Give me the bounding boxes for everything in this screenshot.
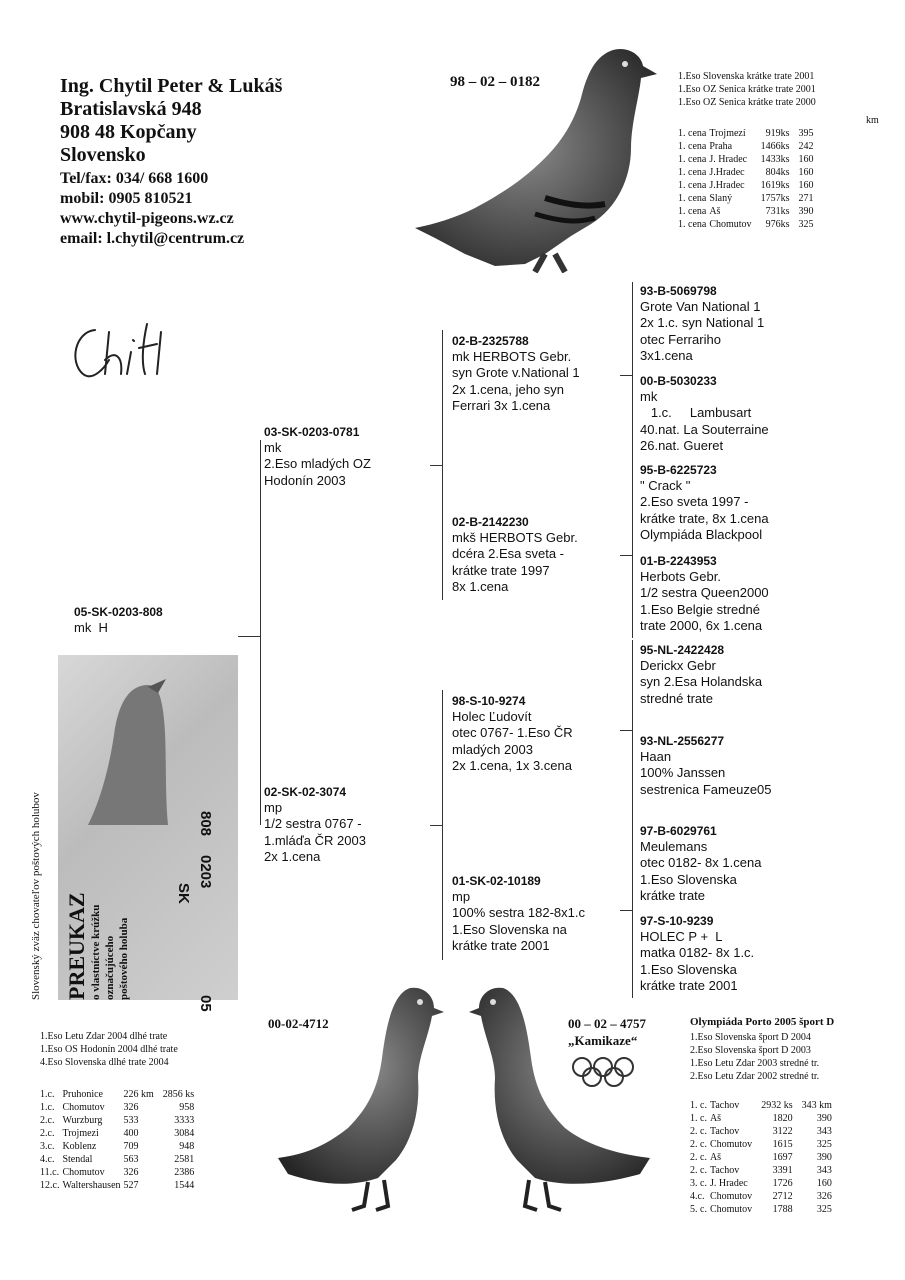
- pedigree-line: 2x 1.cena, jeho syn: [452, 381, 565, 397]
- granddam-results-table: [690, 1099, 835, 1216]
- pedigree-line: krátke trate 2001: [640, 977, 738, 993]
- result-km: 390: [816, 1152, 832, 1163]
- bracket-line: [430, 465, 442, 466]
- pedigree-line: 1.Eso Belgie stredné: [640, 601, 760, 617]
- pedigree-line: 100% Janssen: [640, 765, 726, 781]
- result-place: 11.c.: [40, 1167, 60, 1178]
- pedigree-line: otec 0767- 1.Eso ČR: [452, 725, 573, 741]
- pedigree-line: Ferrari 3x 1.cena: [452, 397, 551, 413]
- pedigree-line: mk: [264, 440, 282, 456]
- bracket-line: [620, 555, 632, 556]
- pedigree-line: Herbots Gebr.: [640, 569, 721, 585]
- result-km: 395: [798, 128, 814, 139]
- pedigree-line: 2.Eso sveta 1997 -: [640, 494, 749, 510]
- pedigree-line: 1/2 sestra Queen2000: [640, 585, 769, 601]
- pedigree-line: mkš HERBOTS Gebr.: [452, 530, 578, 546]
- pigeon-left-icon: [268, 978, 448, 1218]
- ring-number: 05-SK-0203-808: [74, 605, 163, 619]
- pedigree-dss: [640, 642, 762, 707]
- bracket-line: [632, 640, 633, 820]
- father-achievements: [678, 70, 816, 109]
- result-place: 1. cena: [678, 219, 707, 230]
- bracket-line: [632, 282, 633, 462]
- result-place: 12.c.: [40, 1180, 60, 1191]
- result-birds: 1697: [772, 1152, 793, 1163]
- achievement-item: 2.Eso Letu Zdar 2002 stredné tr.: [690, 1071, 820, 1082]
- ring-number: 98-S-10-9274: [452, 694, 526, 708]
- result-birds: 1433ks: [760, 154, 790, 165]
- result-race: Wurzburg: [62, 1115, 103, 1126]
- result-race: Waltershausen: [62, 1180, 121, 1191]
- pedigree-line: trate 2000, 6x 1.cena: [640, 617, 763, 633]
- owner-web[interactable]: www.chytil-pigeons.wz.cz: [60, 210, 234, 227]
- result-place: 3. c.: [690, 1178, 707, 1189]
- result-place: 2. c.: [690, 1152, 707, 1163]
- result-row: [40, 1101, 197, 1114]
- certificate-org: Slovenský zväz chovateľov poštových holubov: [30, 792, 42, 1000]
- result-km: 390: [816, 1113, 832, 1124]
- result-race: Praha: [709, 141, 733, 152]
- owner-email[interactable]: email: l.chytil@centrum.cz: [60, 230, 245, 247]
- pedigree-sire: [264, 424, 371, 489]
- result-row: [678, 218, 816, 231]
- result-birds: 1466ks: [760, 141, 790, 152]
- owner-mobile: mobil: 0905 810521: [60, 190, 193, 207]
- result-race: Trojmezi: [62, 1128, 99, 1139]
- result-race: J. Hradec: [709, 1178, 748, 1189]
- result-row: [678, 140, 816, 153]
- pedigree-line: mk H: [74, 620, 108, 636]
- result-race: Pruhonice: [62, 1089, 103, 1100]
- ring-number: 02-B-2142230: [452, 515, 529, 529]
- achievement-item: 1.Eso OS Hodonín 2004 dlhé trate: [40, 1044, 178, 1055]
- pigeon-right-icon: [465, 978, 655, 1218]
- ring-number: 95-B-6225723: [640, 463, 717, 477]
- ring-number: 93-B-5069798: [640, 284, 717, 298]
- ring-number: 95-NL-2422428: [640, 643, 725, 657]
- pedigree-dds: [640, 823, 761, 904]
- pedigree-line: 2x 1.cena, 1x 3.cena: [452, 757, 572, 773]
- owner-street: Bratislavská 948: [60, 98, 202, 120]
- pedigree-line: krátke trate 2001: [452, 937, 550, 953]
- result-km: 343: [816, 1126, 832, 1137]
- result-row: [678, 153, 816, 166]
- result-birds: 2712: [772, 1191, 793, 1202]
- result-place: 4.c.: [690, 1191, 705, 1202]
- achievement-item: 1.Eso OZ Senica krátke trate 2001: [678, 84, 816, 95]
- result-birds: 1788: [772, 1204, 793, 1215]
- result-place: 1. cena: [678, 154, 707, 165]
- pedigree-line: dcéra 2.Esa sveta -: [452, 546, 564, 562]
- pedigree-line: stredné trate: [640, 690, 713, 706]
- result-race: Chomutov: [709, 1139, 753, 1150]
- ring-number: 01-B-2243953: [640, 554, 717, 568]
- pedigree-line: mladých 2003: [452, 741, 533, 757]
- father-ring: 98 – 02 – 0182: [450, 74, 540, 90]
- pedigree-line: syn 2.Esa Holandska: [640, 674, 763, 690]
- pedigree-line: HOLEC P + L: [640, 929, 723, 945]
- pedigree-subject: [74, 604, 163, 636]
- certificate-title: PREUKAZ: [64, 892, 89, 1000]
- granddam-achievements: [690, 1031, 819, 1083]
- result-race: Aš: [709, 1113, 722, 1124]
- granddam-nickname: „Kamikaze“: [568, 1033, 638, 1048]
- grandsire-results-table: [40, 1088, 197, 1192]
- result-km: 160: [798, 154, 814, 165]
- pigeon-silhouette-icon: [395, 28, 660, 273]
- owner-country: Slovensko: [60, 144, 146, 166]
- result-place: 1. c.: [690, 1100, 707, 1111]
- result-place: 5. c.: [690, 1204, 707, 1215]
- grandsire-achievements: [40, 1030, 178, 1069]
- olympic-rings-icon: [570, 1055, 636, 1089]
- pedigree-dam: [264, 784, 366, 865]
- result-row: [690, 1164, 835, 1177]
- certificate-ring-d: 808: [197, 811, 214, 837]
- pedigree-line: matka 0182- 8x 1.c.: [640, 945, 755, 961]
- certificate-ring-c: SK: [175, 883, 192, 904]
- result-km: 326: [123, 1167, 139, 1178]
- result-row: [40, 1140, 197, 1153]
- ring-number: 03-SK-0203-0781: [264, 425, 360, 439]
- pedigree-line: mk HERBOTS Gebr.: [452, 349, 572, 365]
- result-km: 242: [798, 141, 814, 152]
- pedigree-sss: [640, 283, 764, 364]
- pedigree-line: mp: [264, 800, 283, 816]
- pedigree-line: 3x1.cena: [640, 347, 693, 363]
- result-birds: 1820: [772, 1113, 793, 1124]
- result-row: [690, 1125, 835, 1138]
- result-race: Chomutov: [62, 1167, 105, 1178]
- result-km: 325: [816, 1204, 832, 1215]
- result-row: [40, 1153, 197, 1166]
- result-birds: 3122: [772, 1126, 793, 1137]
- achievement-item: 1.Eso Slovenska šport D 2004: [690, 1032, 811, 1043]
- result-place: 2. c.: [690, 1139, 707, 1150]
- result-race: J.Hradec: [709, 180, 745, 191]
- result-place: 1. cena: [678, 193, 707, 204]
- pedigree-sire-sire: [452, 333, 580, 414]
- result-km: 400: [123, 1128, 139, 1139]
- result-race: Chomutov: [709, 1191, 753, 1202]
- achievement-item: 1.Eso Letu Zdar 2003 stredné tr.: [690, 1058, 820, 1069]
- pedigree-ssd: [640, 373, 769, 454]
- pedigree-line: 1/2 sestra 0767 -: [264, 816, 362, 832]
- bracket-line: [632, 820, 633, 998]
- result-row: [678, 166, 816, 179]
- result-place: 2.c.: [40, 1115, 55, 1126]
- result-km: 271: [798, 193, 814, 204]
- pedigree-line: 1.Eso Slovenska na: [452, 921, 567, 937]
- result-km: 326: [816, 1191, 832, 1202]
- result-race: Chomutov: [709, 1204, 753, 1215]
- result-place: 1.c.: [40, 1089, 55, 1100]
- pedigree-line: sestrenica Fameuze05: [640, 781, 772, 797]
- pedigree-sdd: [640, 553, 769, 634]
- result-race: J.Hradec: [709, 167, 745, 178]
- result-birds: 919ks: [765, 128, 790, 139]
- pedigree-line: Meulemans: [640, 839, 708, 855]
- result-row: [690, 1112, 835, 1125]
- bracket-line: [238, 636, 260, 637]
- father-km-header: km: [866, 115, 879, 126]
- granddam-ring: 00 – 02 – 4757: [568, 1016, 646, 1031]
- result-place: 1. cena: [678, 206, 707, 217]
- pedigree-sds: [640, 462, 769, 543]
- bracket-line: [620, 375, 632, 376]
- result-race: Tachov: [709, 1126, 740, 1137]
- result-km: 325: [798, 219, 814, 230]
- result-km: 527: [123, 1180, 139, 1191]
- result-birds: 1757ks: [760, 193, 790, 204]
- result-race: Trojmezí: [709, 128, 746, 139]
- result-place: 1. c.: [690, 1113, 707, 1124]
- achievement-item: 1.Eso Letu Zdar 2004 dlhé trate: [40, 1031, 168, 1042]
- pedigree-line: 2x 1.c. syn National 1: [640, 315, 765, 331]
- bracket-line: [260, 440, 261, 825]
- pedigree-line: Olympiáda Blackpool: [640, 526, 763, 542]
- pedigree-line: Hodonín 2003: [264, 472, 346, 488]
- result-birds: 2581: [174, 1154, 195, 1165]
- result-place: 2.c.: [40, 1128, 55, 1139]
- pedigree-line: krátke trate, 8x 1.cena: [640, 510, 769, 526]
- result-place: 2. c.: [690, 1165, 707, 1176]
- result-km: 160: [798, 180, 814, 191]
- result-row: [690, 1177, 835, 1190]
- pedigree-line: 2.Eso mladých OZ: [264, 456, 371, 472]
- result-row: [690, 1203, 835, 1216]
- pedigree-line: 8x 1.cena: [452, 578, 509, 594]
- result-birds: 2932 ks: [761, 1100, 793, 1111]
- pedigree-line: Grote Van National 1: [640, 299, 761, 315]
- result-row: [40, 1179, 197, 1192]
- result-race: Aš: [709, 1152, 722, 1163]
- owner-city: 908 48 Kopčany: [60, 121, 197, 143]
- result-birds: 958: [179, 1102, 195, 1113]
- ring-number: 97-S-10-9239: [640, 914, 714, 928]
- bracket-line: [620, 910, 632, 911]
- result-race: Chomutov: [709, 219, 752, 230]
- ring-number: 02-SK-02-3074: [264, 785, 347, 799]
- pedigree-line: 26.nat. Gueret: [640, 437, 724, 453]
- result-place: 4.c.: [40, 1154, 55, 1165]
- result-place: 2. c.: [690, 1126, 707, 1137]
- result-birds: 804ks: [765, 167, 790, 178]
- father-results-table: [678, 127, 816, 231]
- result-row: [678, 179, 816, 192]
- grandsire-ring: 00-02-4712: [268, 1016, 329, 1031]
- pedigree-line: 1.mláďa ČR 2003: [264, 832, 366, 848]
- pedigree-line: Derickx Gebr: [640, 658, 716, 674]
- pedigree-line: otec Ferrariho: [640, 331, 721, 347]
- result-birds: 976ks: [765, 219, 790, 230]
- certificate-sub2: označujúceho: [104, 935, 116, 1000]
- pedigree-sire-dam: [452, 514, 578, 595]
- achievement-item: 4.Eso Slovenska dlhé trate 2004: [40, 1057, 169, 1068]
- result-birds: 3391: [772, 1165, 793, 1176]
- result-km: 390: [798, 206, 814, 217]
- result-race: Koblenz: [62, 1141, 97, 1152]
- result-birds: 731ks: [765, 206, 790, 217]
- result-row: [690, 1099, 835, 1112]
- result-race: Chomutov: [62, 1102, 105, 1113]
- owner-phone: Tel/fax: 034/ 668 1600: [60, 170, 209, 187]
- result-place: 3.c.: [40, 1141, 55, 1152]
- result-row: [678, 192, 816, 205]
- result-place: 1. cena: [678, 180, 707, 191]
- result-row: [40, 1127, 197, 1140]
- ring-certificate: [28, 655, 214, 1012]
- result-birds: 948: [179, 1141, 195, 1152]
- result-km: 343: [816, 1165, 832, 1176]
- result-row: [690, 1138, 835, 1151]
- result-place: 1. cena: [678, 167, 707, 178]
- result-place: 1. cena: [678, 141, 707, 152]
- result-km: 533: [123, 1115, 139, 1126]
- achievement-item: 1.Eso OZ Senica krátke trate 2000: [678, 97, 816, 108]
- pedigree-line: krátke trate: [640, 887, 706, 903]
- result-row: [40, 1114, 197, 1127]
- result-birds: 1615: [772, 1139, 793, 1150]
- pedigree-dam-sire: [452, 693, 573, 774]
- result-race: J. Hradec: [709, 154, 748, 165]
- bracket-line: [442, 330, 443, 600]
- certificate-ring-a: 05: [197, 995, 214, 1012]
- ring-number: 00-B-5030233: [640, 374, 717, 388]
- result-km: 325: [816, 1139, 832, 1150]
- pigeon-head-icon: [78, 675, 178, 835]
- result-birds: 2856 ks: [162, 1089, 195, 1100]
- result-birds: 2386: [174, 1167, 195, 1178]
- result-place: 1. cena: [678, 128, 707, 139]
- bracket-line: [632, 462, 633, 638]
- pedigree-line: mp: [452, 889, 471, 905]
- result-birds: 1544: [174, 1180, 195, 1191]
- result-km: 160: [798, 167, 814, 178]
- result-row: [690, 1151, 835, 1164]
- granddam-olympiad: Olympiáda Porto 2005 šport D: [690, 1016, 835, 1028]
- result-place: 1.c.: [40, 1102, 55, 1113]
- pedigree-line: 2x 1.cena: [264, 848, 321, 864]
- pedigree-dam-dam: [452, 873, 585, 954]
- pedigree-line: 40.nat. La Souterraine: [640, 421, 769, 437]
- pedigree-line: " Crack ": [640, 478, 691, 494]
- bracket-line: [430, 825, 442, 826]
- result-birds: 3084: [174, 1128, 195, 1139]
- owner-info: [60, 75, 282, 249]
- pedigree-line: mk: [640, 389, 658, 405]
- result-km: 709: [123, 1141, 139, 1152]
- result-birds: 3333: [174, 1115, 195, 1126]
- certificate-ring-b: 0203: [197, 855, 214, 889]
- pedigree-line: 1.c. Lambusart: [640, 405, 752, 421]
- result-race: Stendal: [62, 1154, 93, 1165]
- bracket-line: [620, 730, 632, 731]
- result-row: [690, 1190, 835, 1203]
- result-km: 326: [123, 1102, 139, 1113]
- ring-number: 93-NL-2556277: [640, 734, 725, 748]
- result-row: [40, 1166, 197, 1179]
- result-row: [40, 1088, 197, 1101]
- pedigree-line: syn Grote v.National 1: [452, 365, 580, 381]
- result-km: 160: [816, 1178, 832, 1189]
- result-race: Tachov: [709, 1100, 740, 1111]
- result-row: [678, 205, 816, 218]
- achievement-item: 2.Eso Slovenska šport D 2003: [690, 1045, 811, 1056]
- ring-number: 02-B-2325788: [452, 334, 529, 348]
- pedigree-line: krátke trate 1997: [452, 562, 550, 578]
- pedigree-dsd: [640, 733, 772, 798]
- pedigree-line: otec 0182- 8x 1.cena: [640, 855, 762, 871]
- owner-name: Ing. Chytil Peter & Lukáš: [60, 75, 283, 97]
- pedigree-line: 1.Eso Slovenska: [640, 961, 737, 977]
- result-km: 563: [123, 1154, 139, 1165]
- result-birds: 1726: [772, 1178, 793, 1189]
- result-race: Tachov: [709, 1165, 740, 1176]
- bracket-line: [442, 690, 443, 960]
- result-row: [678, 127, 816, 140]
- signature-icon: [65, 312, 185, 387]
- certificate-sub1: o vlastníctve krúžku: [90, 904, 102, 1000]
- pedigree-line: Haan: [640, 749, 672, 765]
- result-km: 343 km: [801, 1100, 832, 1111]
- result-km: 226 km: [123, 1089, 154, 1100]
- certificate-sub3: poštového holuba: [118, 917, 130, 1000]
- result-race: Slaný: [709, 193, 733, 204]
- achievement-item: 1.Eso Slovenska krátke trate 2001: [678, 71, 815, 82]
- result-race: Aš: [709, 206, 721, 217]
- pedigree-line: Holec Ľudovít: [452, 709, 532, 725]
- ring-number: 01-SK-02-10189: [452, 874, 541, 888]
- result-birds: 1619ks: [760, 180, 790, 191]
- pedigree-ddd: [640, 913, 754, 994]
- pedigree-line: 100% sestra 182-8x1.c: [452, 905, 585, 921]
- pedigree-line: 1.Eso Slovenska: [640, 871, 737, 887]
- ring-number: 97-B-6029761: [640, 824, 717, 838]
